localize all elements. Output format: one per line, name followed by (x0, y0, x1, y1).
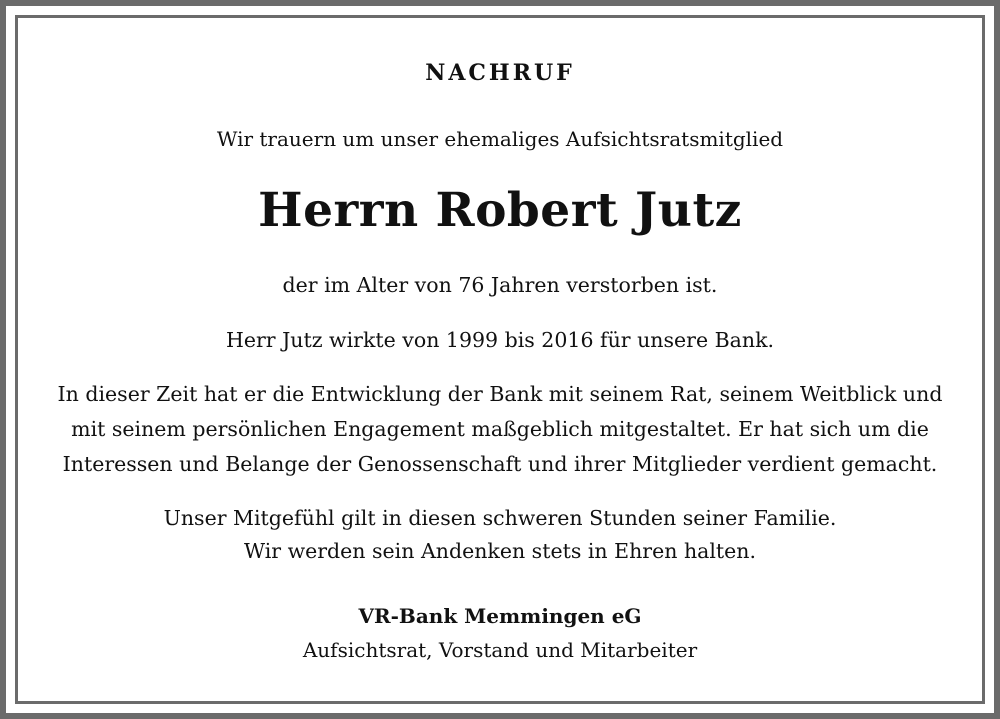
sender-subtitle: Aufsichtsrat, Vorstand und Mitarbeiter (302, 638, 698, 662)
tribute-line: Interessen und Belange der Genossenschaft und ihrer Mitglieder verdient gemacht. (62, 452, 938, 476)
inner-border-frame (15, 15, 985, 704)
tribute-line: In dieser Zeit hat er die Entwicklung der Bank mit seinem Rat, seinem Weitblick und (57, 382, 943, 406)
condolence-line: Wir werden sein Andenken stets in Ehren halten. (243, 539, 757, 563)
age-line: der im Alter von 76 Jahren verstorben ist. (282, 273, 718, 297)
deceased-name: Herrn Robert Jutz (258, 183, 742, 238)
sender-organization: VR-Bank Memmingen eG (358, 604, 642, 628)
tenure-line: Herr Jutz wirkte von 1999 bis 2016 für unsere Bank. (225, 328, 775, 352)
notice-heading: NACHRUF (425, 60, 575, 86)
tribute-line: mit seinem persönlichen Engagement maßgeblich mitgestaltet. Er hat sich um die (71, 417, 929, 441)
notice-intro: Wir trauern um unser ehemaliges Aufsichtsratsmitglied (216, 127, 784, 151)
condolence-line: Unser Mitgefühl gilt in diesen schweren Stunden seiner Familie. (163, 506, 837, 530)
